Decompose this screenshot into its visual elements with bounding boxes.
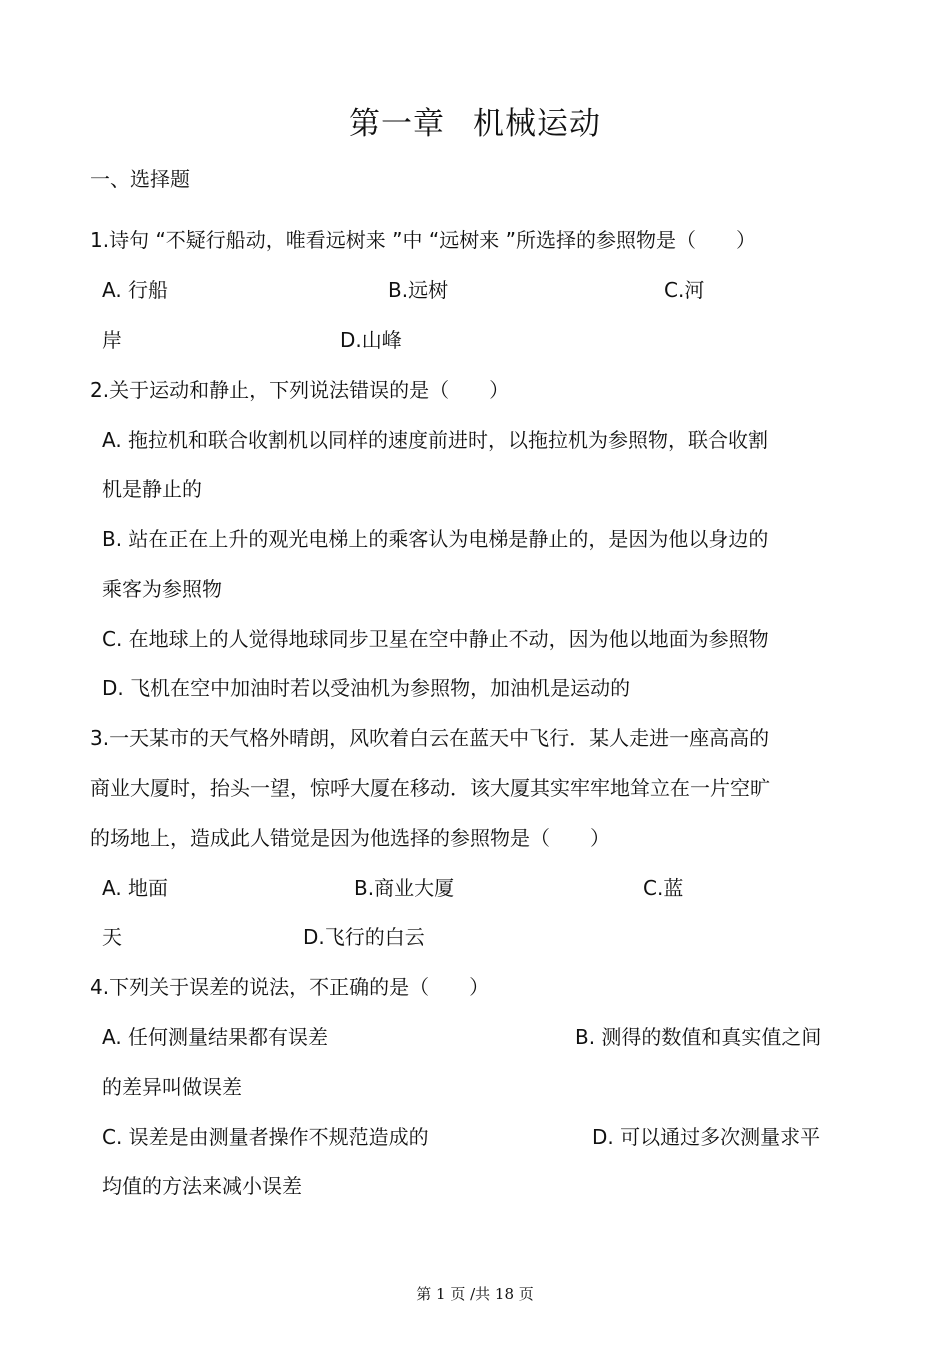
question-3-option-a: A. 地面 [102,876,169,900]
page-number-footer: 第 1 页 /共 18 页 [416,1285,534,1303]
question-4-option-d-line1: D. 可以通过多次测量求平 [592,1125,821,1149]
page-title [0,98,950,143]
question-2-option-a-line2: 机是静止的 [102,477,202,501]
question-1-stem: 1.诗句 “不疑行船动，唯看远树来 ”中 “远树来 ”所选择的参照物是（ ） [90,228,756,252]
question-3-option-c: C.蓝 [643,876,684,900]
question-1-option-c-continued: 岸 [102,328,122,352]
question-4-option-b-line2: 的差异叫做误差 [102,1075,242,1099]
question-3-stem-line3: 的场地上，造成此人错觉是因为他选择的参照物是（ ） [90,826,610,850]
question-3-stem-line2: 商业大厦时，抬头一望，惊呼大厦在移动．该大厦其实牢牢地耸立在一片空旷 [90,776,770,800]
chapter-number: 第一章 [349,106,445,142]
question-2-option-c: C. 在地球上的人觉得地球同步卫星在空中静止不动，因为他以地面为参照物 [102,627,769,651]
question-3-option-d: D.飞行的白云 [303,925,425,949]
question-2-option-d: D. 飞机在空中加油时若以受油机为参照物，加油机是运动的 [102,676,631,700]
question-3-stem-line1: 3.一天某市的天气格外晴朗，风吹着白云在蓝天中飞行．某人走进一座高高的 [90,726,770,750]
question-2-option-b-line1: B. 站在正在上升的观光电梯上的乘客认为电梯是静止的，是因为他以身边的 [102,527,769,551]
question-2-stem: 2.关于运动和静止，下列说法错误的是（ ） [90,378,510,402]
question-2-option-a-line1: A. 拖拉机和联合收割机以同样的速度前进时，以拖拉机为参照物，联合收割 [102,428,769,452]
chapter-name: 机械运动 [473,106,601,142]
question-3-option-c-continued: 天 [102,925,122,949]
question-4-option-b-line1: B. 测得的数值和真实值之间 [575,1025,822,1049]
section-heading: 一、选择题 [90,167,190,191]
question-1-option-c: C.河 [664,278,705,302]
question-1-option-d: D.山峰 [340,328,402,352]
question-4-option-d-line2: 均值的方法来减小误差 [102,1174,302,1198]
question-4-stem: 4.下列关于误差的说法，不正确的是（ ） [90,975,490,999]
question-4-option-a: A. 任何测量结果都有误差 [102,1025,329,1049]
question-2-option-b-line2: 乘客为参照物 [102,577,222,601]
question-3-option-b: B.商业大厦 [354,876,455,900]
question-1-option-b: B.远树 [388,278,449,302]
question-1-option-a: A. 行船 [102,278,169,302]
question-4-option-c: C. 误差是由测量者操作不规范造成的 [102,1125,429,1149]
